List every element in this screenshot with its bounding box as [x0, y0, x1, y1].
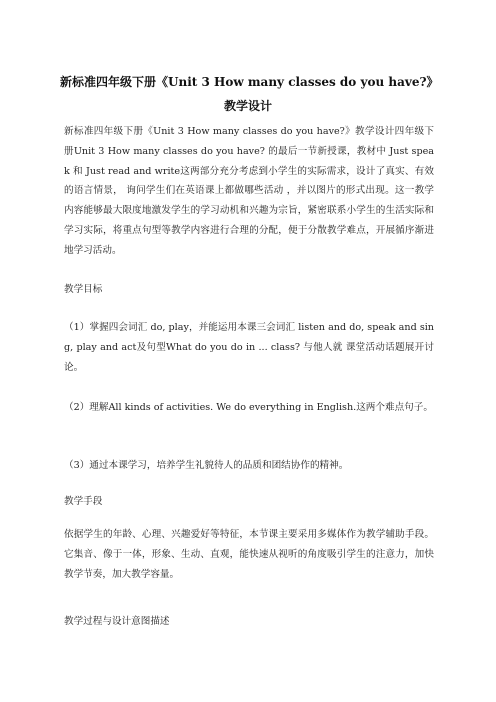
document-subtitle: 教学设计 — [223, 99, 272, 113]
goal-item-2: （2）理解All kinds of activities. We do everything in English.这两个难点句子。 — [64, 402, 433, 413]
means-heading: 教学手段 — [64, 496, 103, 507]
process-heading: 教学过程与设计意图描述 — [64, 616, 170, 627]
goal-item-1: （1）掌握四会词汇 do, play，并能运用本课三会词汇 listen and do, speak and sing, play and act及句型What do you do in ... class? 与他人就 课堂活动话题展开讨论。 — [64, 322, 434, 373]
document-title: 新标准四年级下册《Unit 3 How many classes do you have?》 — [60, 75, 439, 89]
goals-heading: 教学目标 — [64, 284, 103, 295]
goal-item-3: （3）通过本课学习，培养学生礼貌待人的品质和团结协作的精神。 — [64, 460, 349, 471]
means-paragraph: 依据学生的年龄、心理、兴趣爱好等特征，本节课主要采用多媒体作为教学辅助手段。它集音、像于一体，形象、生动、直观，能快速从视听的角度吸引学生的注意力，加快教学节奏，加大教学容量。 — [64, 529, 434, 580]
intro-paragraph: 新标准四年级下册《Unit 3 How many classes do you have?》教学设计四年级下册Unit 3 How many classes do you have? 的最后一节新授课，教材中 Just speak 和 Just read and write这两部分充分考虑到小学生的实际需求，设计了真实、有效的语言情景， 询问学生们在英语课上都做哪些活动 ，并以图片的形式出现。这一教学内容能够最大限度地激发学生的学习动机和兴趣为宗旨，紧密联系小学生的生活实际和学习实际，将重点句型等教学内容进行合理的分配，便于分散教学难点，开展循序渐进地学习活动。 — [64, 126, 434, 256]
